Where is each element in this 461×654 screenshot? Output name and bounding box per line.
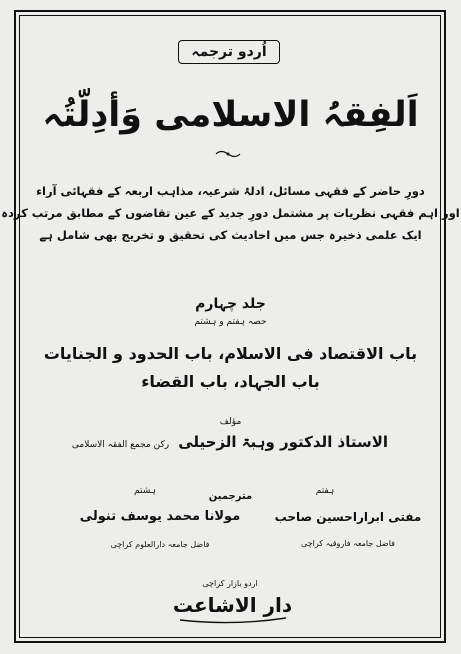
author-name: الاستاذ الدکتور وہبۃ الزحیلی [178,433,389,451]
ornament-icon [214,149,242,159]
description-line-3: ایک علمی ذخیرہ جس میں احادیث کی تحقیق و تخریج بھی شامل ہے [39,228,422,242]
translator-right-subtitle: فاضل جامعہ فاروقیہ کراچی [301,539,395,548]
book-title: اَلفِقہُ الاسلامی وَأدِلّتُہ [42,95,419,135]
chapter-line-2: باب الجہاد، باب القضاء [141,372,320,391]
author-line [60,434,400,450]
description-line-1: دورِ حاضر کے فقہی مسائل، ادلۂ شرعیہ، مذاہب اربعہ کے فقہائی آراء [36,184,425,198]
translator-left-label: ہشتم [133,486,156,496]
translation-label-box [178,40,280,64]
publisher-swash-icon [178,616,288,624]
publisher-place: اردو بازار کراچی [202,579,258,588]
chapter-line-1: باب الاقتصاد فی الاسلام، باب الحدود و الجنایات [43,344,418,363]
translator-left-name: مولانا محمد یوسف تنولی [79,509,241,524]
translation-label: اُردو ترجمہ [191,44,267,60]
volume-label: جلد چہارم [195,296,266,312]
translator-right-name: مفتی ابراراحسین صاحب [274,510,422,524]
description-line-2: اور اہم فقہی نظریات پر مشتمل دورِ جدید کے عین تقاضوں کے مطابق مرتب کردہ [1,206,460,220]
translators-heading: مترجمین [208,491,253,502]
translator-left-subtitle: فاضل جامعہ دارالعلوم کراچی [110,540,210,549]
translator-right-label: ہفتم [315,486,335,496]
publisher-logo-text: دار الاشاعت [172,593,293,617]
author-role: مؤلف [219,417,242,427]
volume-part: حصہ ہفتم و ہشتم [194,317,267,327]
author-title: رکن مجمع الفقہ الاسلامی [71,440,170,450]
